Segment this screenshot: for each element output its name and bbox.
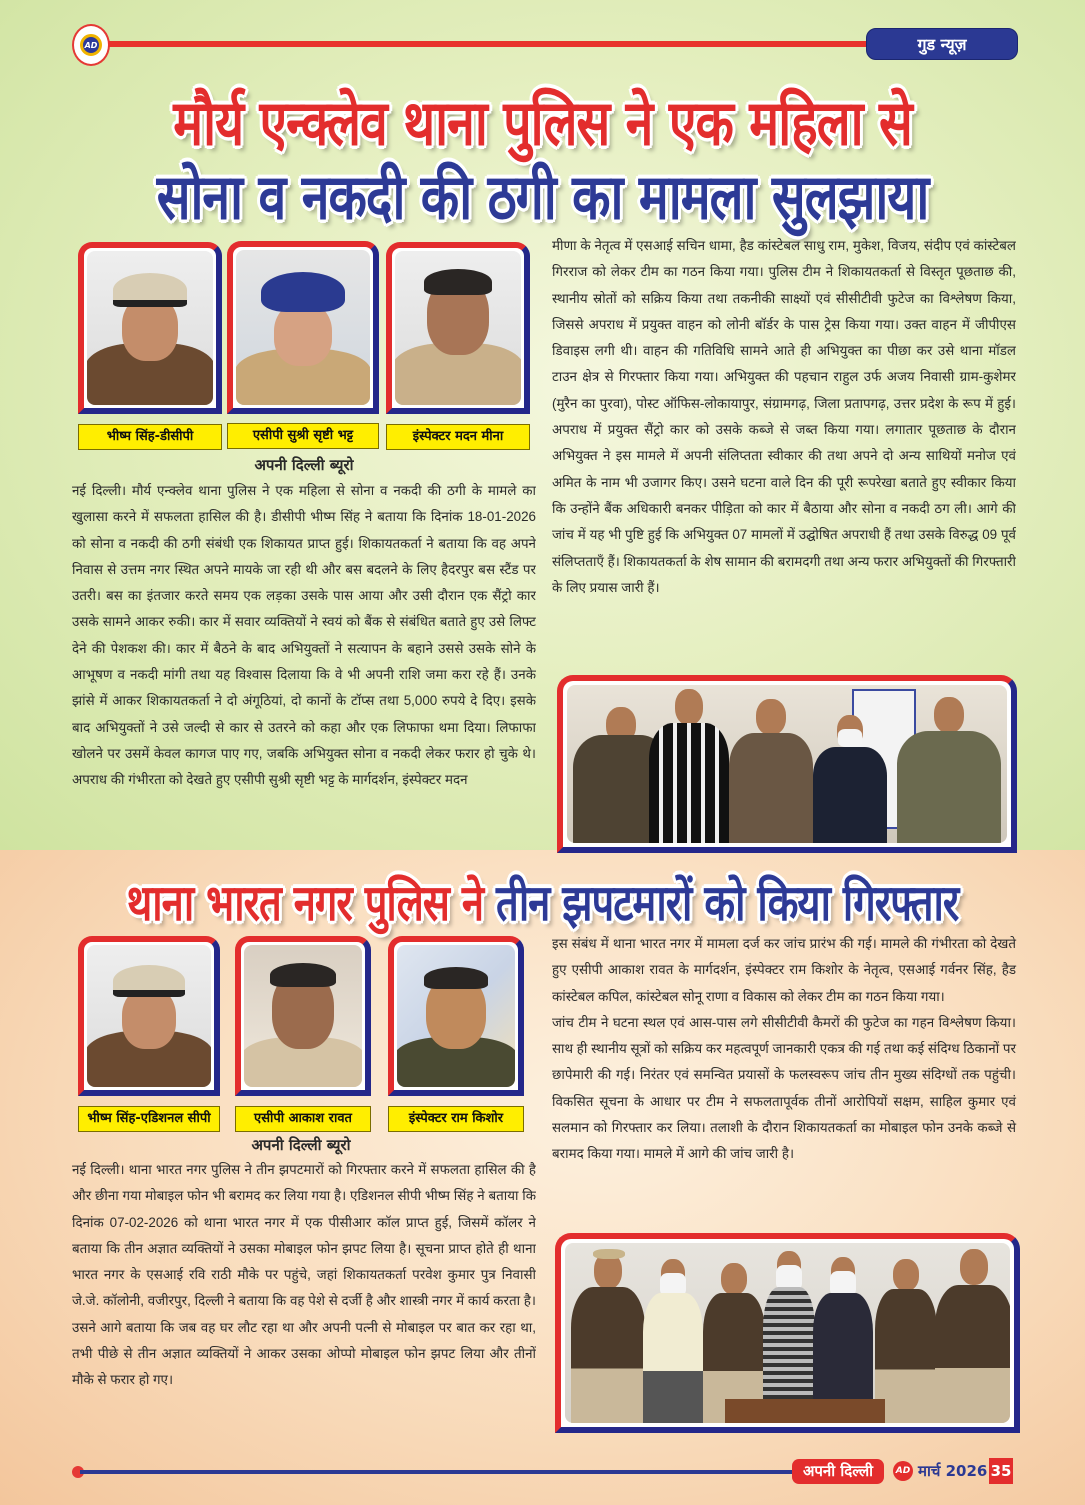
page-number: 35 [989,1458,1013,1484]
story-2-headline-red: थाना भारत नगर पुलिस ने [126,874,484,933]
story-2-body-col-1: नई दिल्ली। थाना भारत नगर पुलिस ने तीन झपटमारों को गिरफ्तार करने में सफलता हासिल की है और छीना गया मोबाइल फोन भी बरामद कर लिया गया है। एडिशनल सीपी भीष्म सिंह ने बताया कि दिनांक 07-02-2026 को थाना भारत नगर में एक पीसीआर कॉल प्राप्त हुई, जिसमें कॉलर ने बताया कि तीन अज्ञात व्यक्तियों ने उसका मोबाइल फोन झपट लिया है। सूचना प्राप्त होते ही थाना भारत नगर के एसआई रवि राठी मौके पर पहुंचे, जहां शिकायतकर्ता परवेश कुमार पुत्र निवासी जे.जे. कॉलोनी, वजीरपुर, दिल्ली ने बताया कि वह पेशे से दर्जी है और शास्त्री नगर में कार्य करता है। उसने आगे बताया कि जब वह घर लौट रहा था और अपनी पत्नी से मोबाइल पर बात कर रहा था, तभी पीछे से तीन अज्ञात व्यक्तियों ने आकर उसका ओप्पो मोबाइल फोन झपट लिया और तीनों मौके से फरार हो गए। [72,1162,536,1388]
story-2-headline [0,866,1085,935]
portrait-photo [388,936,524,1096]
story-2-group-photo [555,1233,1020,1433]
footer-logo-icon: AD [893,1461,913,1481]
portrait-caption: भीष्म सिंह-डीसीपी [78,424,222,450]
footer-issue-date: मार्च 2026 [918,1462,988,1480]
portrait-caption: एसीपी सुश्री सृष्टी भट्ट [227,423,379,449]
story-1-headline-line-2: सोना व नकदी की ठगी का मामला सुलझाया [156,160,929,234]
portrait-caption: भीष्म सिंह-एडिशनल सीपी [78,1106,220,1132]
footer-brand: अपनी दिल्ली [792,1459,884,1484]
portrait-caption: इंस्पेक्टर राम किशोर [388,1106,524,1132]
story-2-col-2-paragraph-2: जांच टीम ने घटना स्थल एवं आस-पास लगे सीसीटीवी कैमरों की फुटेज का गहन विश्लेषण किया। साथ ही स्थानीय सूत्रों को सक्रिय कर महत्वपूर्ण जानकारी एकत्र की गई तथा कई संदिग्ध ठिकानों पर छापेमारी की गई। निरंतर एवं समन्वित प्रयासों के फलस्वरूप जांच तीन मुख्य संदिग्धों तक पहुंची। विकसित सूचना के आधार पर टीम ने सफलतापूर्वक तीनों आरोपियों सक्षम, साहिल कुमार एवं सलमान को गिरफ्तार कर लिया। तलाशी के दौरान शिकायतकर्ता का मोबाइल फोन उनके कब्जे से बरामद किया गया। मामले में आगे की जांच जारी है। [552,1014,1016,1162]
section-label-badge: गुड न्यूज़ [866,28,1018,60]
portrait-photo [78,936,220,1096]
footer-rule [80,1470,794,1474]
story-2-headline-blue: तीन झपटमारों को किया गिरफ्तार [496,874,959,933]
story-1-body-col-2: मीणा के नेतृत्व में एसआई सचिन धामा, हैड कांस्टेबल साधु राम, मुकेश, विजय, संदीप एवं कांस्टेबल गिरराज को लेकर टीम का गठन किया गया। पुलिस टीम ने शिकायतकर्ता से विस्तृत पूछताछ की, स्थानीय स्रोतों को सक्रिय किया तथा तकनीकी साक्ष्यों एवं सीसीटीवी फुटेज का विश्लेषण किया, जिससे अपराध में प्रयुक्त वाहन को लोनी बॉर्डर के पास ट्रेस किया गया। उक्त वाहन में जीपीएस डिवाइस लगी थी। वाहन की गतिविधि सामने आते ही अभियुक्त का पीछा कर उसे थाना मॉडल टाउन क्षेत्र से गिरफ्तार किया गया। अभियुक्त की पहचान राहुल उर्फ अजय निवासी ग्राम-कुशेमर (मुरैन का पुरवा), पोस्ट ऑफिस-लोकायापुर, संग्रामगढ़, जिला प्रतापगढ़, उत्तर प्रदेश के रूप में हुई। अपराध में प्रयुक्त सैंट्रो कार को उसके कब्जे से जब्त किया गया। लगातार पूछताछ के दौरान अभियुक्त ने इस मामले में अपनी संलिप्तता स्वीकार की तथा अपने दो अन्य साथियों मनोज एवं अमित के नाम भी उजागर किए। उसने घटना वाले दिन की पूरी रूपरेखा बताते हुए स्वीकार किया कि उन्होंने बैंक अधिकारी बनकर पीड़िता को कार में बैठाया और सोना व नकदी ठग ली। आगे की जांच में यह भी पुष्टि हुई कि अभियुक्त 07 मामलों में उद्घोषित अपराधी हैं तथा उसके विरुद्ध 09 पूर्व संलिप्तताएँ हैं। शिकायतकर्ता के शेष सामान की बरामदगी तथा अन्य फरार अभियुक्तों की गिरफ्तारी के लिए प्रयास जारी हैं। [552,238,1016,595]
story-2-body-col-2 [552,931,1016,1168]
portrait-photo [78,242,222,414]
story-2-byline: अपनी दिल्ली ब्यूरो [251,1136,351,1154]
portrait-photo [227,241,379,414]
story-1-byline: अपनी दिल्ली ब्यूरो [254,456,354,474]
story-1-body-col-1: नई दिल्ली। मौर्य एन्क्लेव थाना पुलिस ने एक महिला से सोना व नकदी की ठगी के मामले का खुलासा करने में सफलता हासिल की है। डीसीपी भीष्म सिंह ने बताया कि दिनांक 18-01-2026 को सोना व नकदी की ठगी संबंधी एक शिकायत प्राप्त हुई। शिकायतकर्ता ने बताया कि वह अपने निवास से उत्तम नगर स्थित अपने मायके जा रही थी और बस बदलने के लिए हैदरपुर बस स्टैंड पर उतरी। बस का इंतजार करते समय एक लड़का उसके पास आया और उसी दौरान एक सैंट्रो कार उसके सामने आकर रुकी। कार में सवार व्यक्तियों ने स्वयं को बैंक से संबंधित बताते हुए उसे लिफ्ट देने की पेशकश की। कार में बैठने के बाद अभियुक्तों ने सत्यापन के बहाने उससे उसके सोने के आभूषण व नकदी मांगी तथा यह विश्वास दिलाया कि वे भी अपनी राशि जमा करा रहे हैं। उनके झांसे में आकर शिकायतकर्ता ने दो अंगूठियां, दो कानों के टॉप्स तथा 5,000 रुपये दे दिए। इसके बाद अभियुक्तों ने उसे जल्दी से कार से उतरने को कहा और एक लिफाफा थमा दिया। लिफाफा खोलने पर उसमें केवल कागज पाए गए, जबकि अभियुक्त सोना व नकदी लेकर फरार हो चुके थे। अपराध की गंभीरता को देखते हुए एसीपी सुश्री सृष्टी भट्ट के मार्गदर्शन, इंस्पेक्टर मदन [72,483,536,788]
story-1-group-photo [557,675,1017,853]
story-1-headline-line-1: मौर्य एन्क्लेव थाना पुलिस ने एक महिला से [173,86,912,160]
portrait-caption: एसीपी आकाश रावत [235,1106,371,1132]
police-emblem-icon: AD [80,34,102,56]
portrait-photo [235,936,371,1096]
magazine-logo [72,24,110,66]
header-rule [108,41,873,47]
portrait-caption: इंस्पेक्टर मदन मीना [386,424,530,450]
portrait-photo [386,242,530,414]
story-2-col-2-paragraph-1: इस संबंध में थाना भारत नगर में मामला दर्ज कर जांच प्रारंभ की गई। मामले की गंभीरता को देखते हुए एसीपी आकाश रावत के मार्गदर्शन, इंस्पेक्टर राम किशोर के नेतृत्व, एसआई गर्वनर सिंह, हैड कांस्टेबल कपिल, कांस्टेबल सोनू राणा व विकास को लेकर टीम का गठन किया गया। [552,936,1016,1004]
